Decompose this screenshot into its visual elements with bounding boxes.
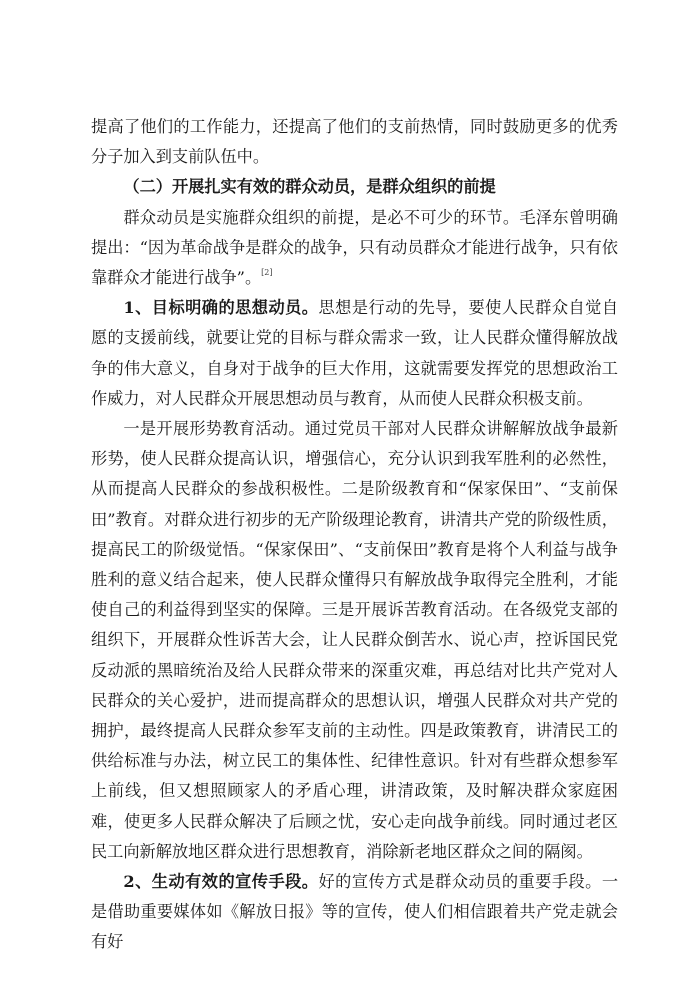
citation-ref[interactable]: [2] [261,268,273,278]
section-heading [91,172,618,202]
subheading-lead: 2、生动有效的宣传手段。 [123,872,319,892]
paragraph-propaganda [91,867,618,958]
paragraph-text: 群众动员是实施群众组织的前提，是必不可少的环节。毛泽东曾明确提出：“因为革命战争是群众的战争，只有动员群众才能进行战争，只有依靠群众才能进行战争”。 [91,207,618,288]
paragraph-education-activities: 一是开展形势教育活动。通过党员干部对人民群众讲解解放战争最新形势，使人民群众提高认识，增强信心，充分认识到我军胜利的必然性，从而提高人民群众的参战积极性。二是阶级教育和“保家保田”、“支前保田”教育。对群众进行初步的无产阶级理论教育，讲清共产党的阶级性质，提高民工的阶级觉悟。“保家保田”、“支前保田”教育是将个人利益与战争胜利的意义结合起来，使人民群众懂得只有解放战争取得完全胜利，才能使自己的利益得到坚实的保障。三是开展诉苦教育活动。在各级党支部的组织下，开展群众性诉苦大会，让人民群众倒苦水、说心声，控诉国民党反动派的黑暗统治及给人民群众带来的深重灾难，再总结对比共产党对人民群众的关心爱护，进而提高群众的思想认识，增强人民群众对共产党的拥护，最终提高人民群众参军支前的主动性。四是政策教育，讲清民工的供给标准与办法，树立民工的集体性、纪律性意识。针对有些群众想参军上前线，但又想照顾家人的矛盾心理，讲清政策，及时解决群众家庭困难，使更多人民群众解决了后顾之忧，安心走向战争前线。同时通过老区民工向新解放地区群众进行思想教育，消除新老地区群众之间的隔阂。 [91,419,618,861]
paragraph-text: 思想是行动的先导，要使人民群众自觉自愿的支援前线，就要让党的目标与群众需求一致，让人民群众懂得解放战争的伟大意义，自身对于战争的巨大作用，这就需要发挥党的思想政治工作威力，对人民群众开展思想动员与教育，从而使人民群众积极支前。 [91,298,619,408]
paragraph-mobilization-intro [91,203,618,294]
paragraph-ideological-mobilization [91,293,618,414]
paragraph-text: 好的宣传方式是群众动员的重要手段。一是借助重要媒体如《解放日报》等的宣传，使人们相信跟着共产党走就会有好 [91,872,619,952]
subheading-lead: 1、目标明确的思想动员。 [123,298,319,318]
paragraph-continuation: 提高了他们的工作能力，还提高了他们的支前热情，同时鼓励更多的优秀分子加入到支前队伍中。 [91,117,618,167]
document-page [91,112,618,958]
section-heading-text: （二）开展扎实有效的群众动员，是群众组织的前提 [123,177,496,197]
